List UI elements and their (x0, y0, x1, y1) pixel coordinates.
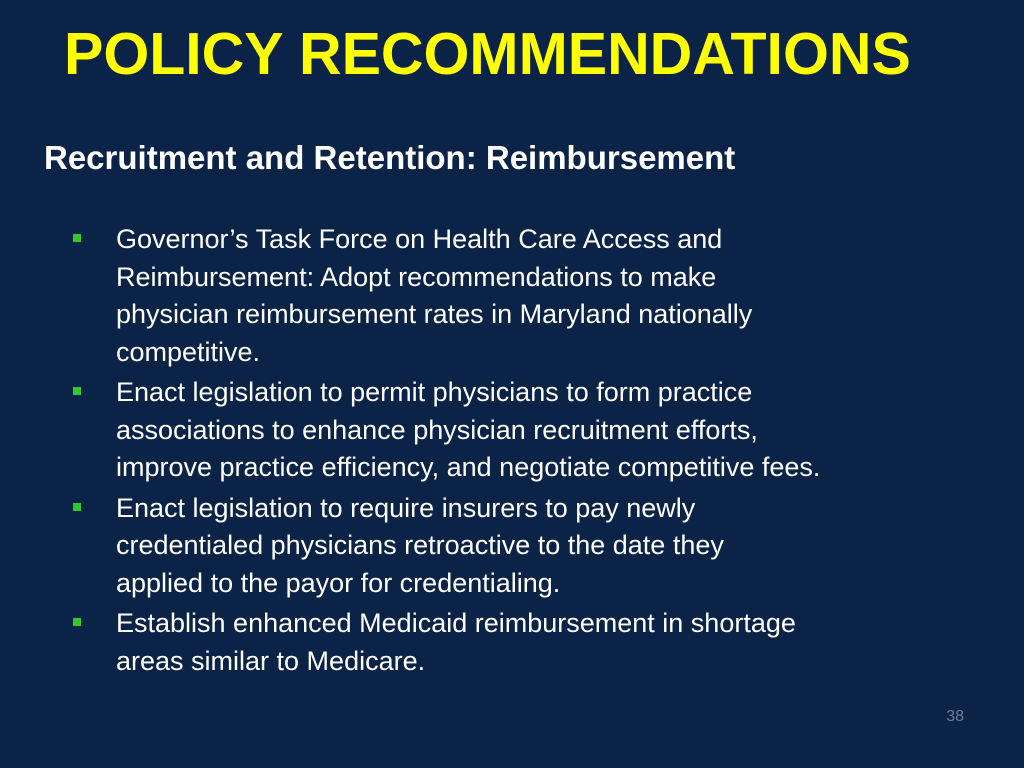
bullet-line: Governor’s Task Force on Health Care Access and (116, 224, 723, 254)
bullet-line: Enact legislation to permit physicians to form practice (116, 377, 753, 407)
square-bullet-icon (73, 618, 81, 626)
bullet-line: Enact legislation to require insurers to pay newly (116, 492, 696, 523)
square-bullet-icon (73, 387, 81, 395)
bullet-line: competitive. (116, 336, 261, 367)
bullet-line: areas similar to Medicare. (116, 645, 426, 676)
bullet-item (70, 374, 970, 487)
bullet-line: applied to the payor for credentialing. (116, 567, 561, 598)
page-number: 38 (946, 708, 964, 725)
bullet-line: improve practice efficiency, and negotiate competitive fees. (116, 452, 821, 482)
bullet-item (70, 605, 970, 680)
bullet-list (70, 221, 970, 683)
slide-subtitle: Recruitment and Retention: Reimbursement (44, 139, 736, 176)
square-bullet-icon (73, 234, 81, 242)
bullet-item (70, 221, 970, 371)
slide-title: POLICY RECOMMENDATIONS (64, 21, 911, 87)
bullet-item (70, 490, 970, 603)
bullet-line: credentialed physicians retroactive to the date they (116, 530, 724, 560)
bullet-line: associations to enhance physician recruitment efforts, (116, 414, 758, 445)
square-bullet-icon (73, 503, 81, 511)
bullet-line: physician reimbursement rates in Maryland nationally (116, 299, 753, 329)
bullet-line: Establish enhanced Medicaid reimbursement in shortage (116, 608, 796, 638)
bullet-line: Reimbursement: Adopt recommendations to make (116, 261, 717, 292)
